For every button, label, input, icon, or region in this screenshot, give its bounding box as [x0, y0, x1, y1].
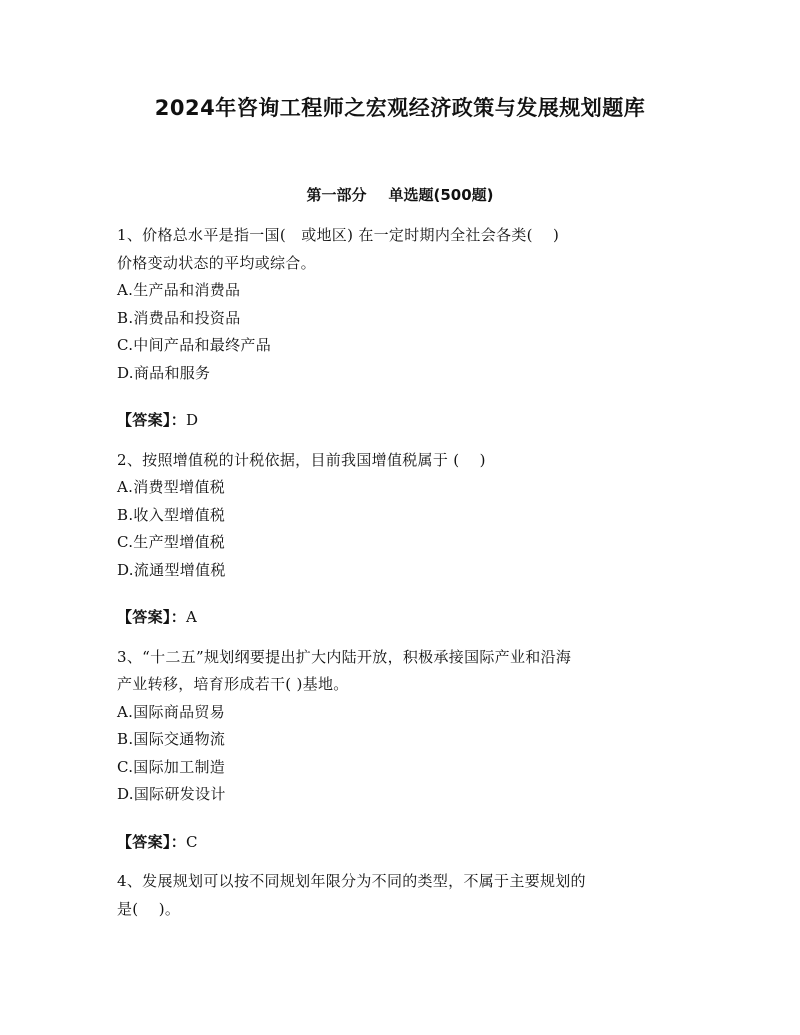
answer-line — [117, 604, 677, 632]
answer-value: A — [186, 608, 198, 626]
question-stem-line: 是( )。 — [117, 899, 181, 918]
option-b: B.消费品和投资品 — [117, 308, 241, 327]
answer-line — [117, 829, 677, 857]
answer-value: D — [186, 411, 199, 429]
question-list — [117, 222, 677, 923]
question-stem-line: 4、发展规划可以按不同规划年限分为不同的类型，不属于主要规划的 — [117, 872, 586, 890]
question-stem-line: 3、“十二五”规划纲要提出扩大内陆开放，积极承接国际产业和沿海 — [117, 647, 572, 666]
option-a: A.消费型增值税 — [117, 478, 226, 496]
answer-label: 【答案】： — [117, 608, 187, 626]
question-4 — [117, 868, 677, 923]
option-c: C.国际加工制造 — [117, 757, 226, 776]
option-d: D.国际研发设计 — [117, 785, 226, 803]
section-name: 单选题(500题) — [388, 186, 494, 204]
section-heading — [0, 182, 800, 208]
question-stem-line: 2、按照增值税的计税依据，目前我国增值税属于 ( ) — [117, 450, 486, 469]
answer-value: C — [186, 832, 198, 851]
option-b: B.国际交通物流 — [117, 730, 226, 748]
option-c: C.中间产品和最终产品 — [117, 336, 272, 354]
question-stem-line: 产业转移，培育形成若干( )基地。 — [117, 675, 349, 693]
section-part: 第一部分 — [306, 186, 367, 204]
answer-label: 【答案】： — [117, 411, 187, 429]
option-c: C.生产型增值税 — [117, 533, 226, 551]
option-d: D.商品和服务 — [117, 363, 211, 382]
document-title: 2024年咨询工程师之宏观经济政策与发展规划题库 — [154, 96, 646, 120]
question-stem-line: 1、价格总水平是指一国( 或地区) 在一定时期内全社会各类( ) — [117, 226, 560, 244]
question-stem-line: 价格变动状态的平均或综合。 — [117, 253, 316, 272]
option-d: D.流通型增值税 — [117, 560, 226, 579]
option-a: A.国际商品贸易 — [117, 702, 226, 721]
question-1 — [117, 222, 677, 435]
question-2 — [117, 447, 677, 632]
option-b: B.收入型增值税 — [117, 505, 226, 524]
option-a: A.生产品和消费品 — [117, 281, 241, 299]
answer-label: 【答案】： — [117, 832, 187, 851]
question-3 — [117, 644, 677, 857]
answer-line — [117, 407, 677, 435]
